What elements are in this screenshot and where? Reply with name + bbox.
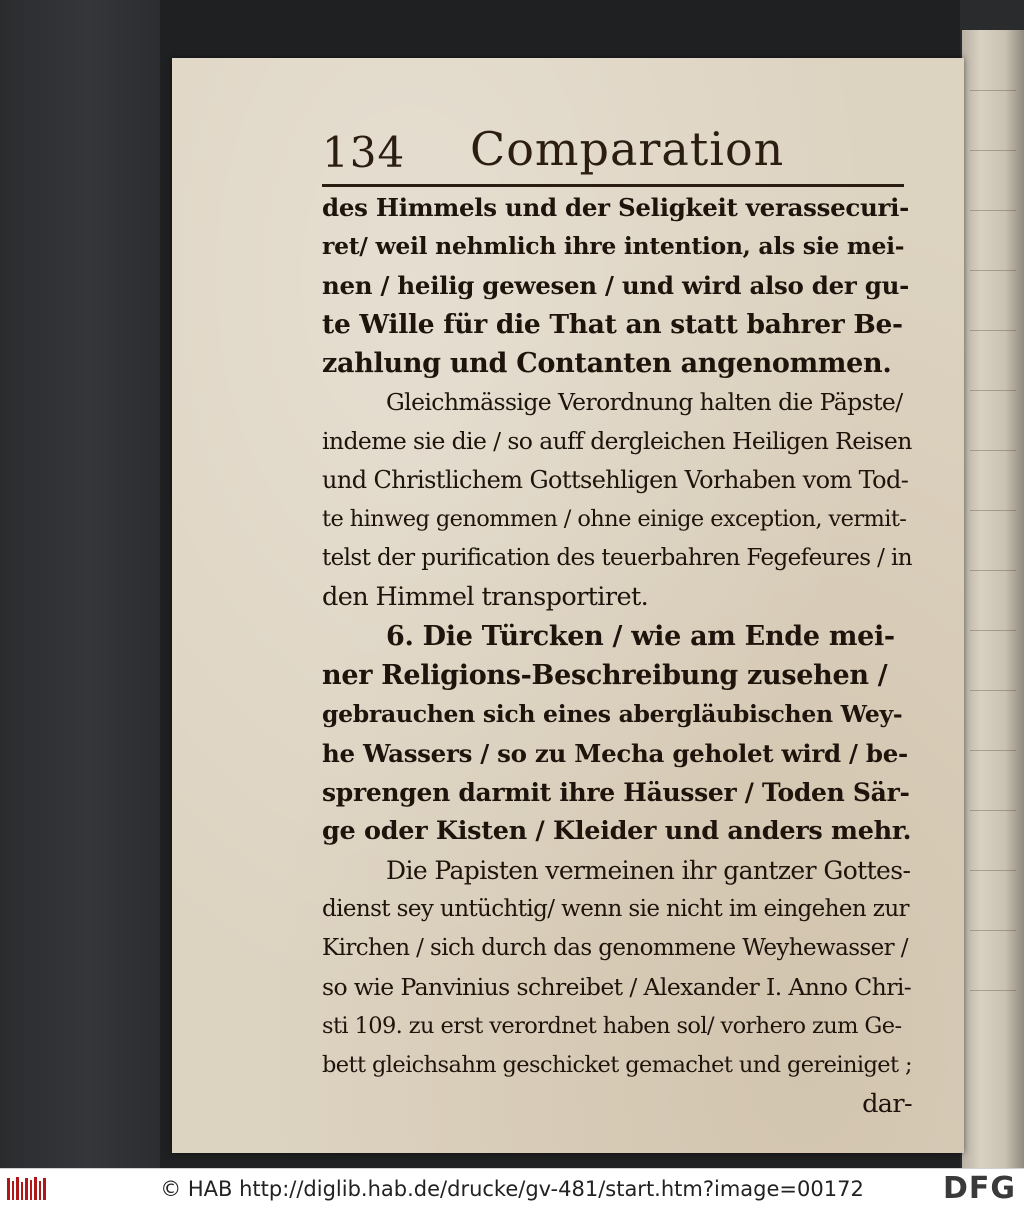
text-line: ner Religions-Beschreibung zusehen / (322, 660, 888, 691)
text-line: te Wille für die That an statt bahrer Be- (322, 309, 903, 340)
text-line: sti 109. zu erst verordnet haben sol/ vorhero zum Ge- (322, 1013, 902, 1039)
text-line: ge oder Kisten / Kleider und anders mehr. (322, 816, 912, 846)
text-line: ret/ weil nehmlich ihre intention, als sie mei- (322, 232, 905, 260)
catchword: dar- (862, 1089, 912, 1119)
scanner-background-left (0, 0, 160, 1168)
facing-page-edge (962, 30, 1024, 1168)
text-line: Kirchen / sich durch das genommene Weyhewasser / (322, 935, 908, 961)
text-line: des Himmels und der Seligkeit verassecuri- (322, 193, 910, 222)
header-rule (322, 184, 904, 187)
text-line: so wie Panvinius schreibet / Alexander I. Anno Chri- (322, 973, 912, 1001)
text-line: dienst sey untüchtig/ wenn sie nicht im eingehen zur (322, 896, 909, 922)
text-line: den Himmel transportiret. (322, 582, 649, 612)
text-line: telst der purification des teuerbahren Fegefeures / in (322, 545, 912, 571)
running-head: Comparation (470, 122, 785, 176)
page-number: 134 (322, 128, 406, 177)
text-line: indeme sie die / so auff dergleichen Heiligen Reisen (322, 427, 912, 455)
footer-bar (0, 1168, 1024, 1210)
book-page (172, 58, 964, 1153)
text-line: bett gleichsahm geschicket gemachet und gereiniget ; (322, 1052, 912, 1078)
text-line: he Wassers / so zu Mecha geholet wird / be- (322, 739, 908, 768)
text-line: gebrauchen sich eines abergläubischen Wey- (322, 700, 903, 728)
text-line: sprengen darmit ihre Häusser / Toden Sär- (322, 778, 910, 807)
text-line: Gleichmässige Verordnung halten die Päpste/ (386, 388, 903, 416)
text-line: Die Papisten vermeinen ihr gantzer Gottes- (386, 856, 911, 885)
dfg-logo: DFG (942, 1171, 1016, 1206)
page-text (322, 188, 912, 1124)
text-line: 6. Die Türcken / wie am Ende mei- (386, 621, 895, 652)
copyright-link[interactable]: © HAB http://diglib.hab.de/drucke/gv-481/start.htm?image=00172 (160, 1177, 864, 1201)
text-line: nen / heilig gewesen / und wird also der gu- (322, 271, 909, 300)
text-line: und Christlichem Gottsehligen Vorhaben vom Tod- (322, 466, 909, 494)
text-line: zahlung und Contanten angenommen. (322, 348, 892, 379)
text-line: te hinweg genommen / ohne einige exception, vermit- (322, 506, 907, 532)
